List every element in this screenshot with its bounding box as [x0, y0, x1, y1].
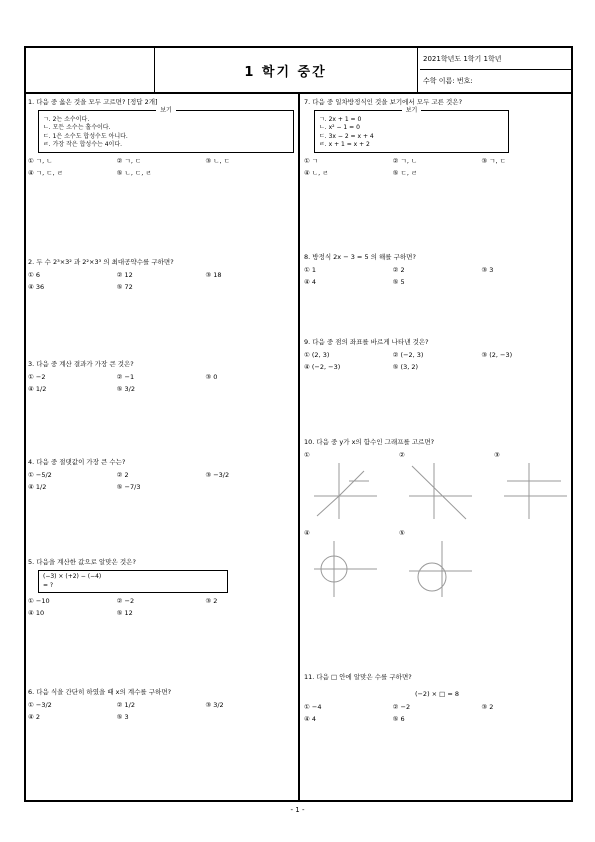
box-line: ㄷ. 1은 소수도 합성수도 아니다.	[43, 132, 128, 140]
question-box	[38, 570, 228, 593]
option[interactable]: ④ 1/2	[28, 483, 47, 491]
question-stem: 6. 다음 식을 간단히 하였을 때 x의 계수를 구하면?	[28, 688, 172, 696]
box-line: ㄹ. 가장 작은 합성수는 4이다.	[43, 141, 123, 148]
option[interactable]: ① −10	[28, 597, 50, 605]
option[interactable]: ① −3/2	[28, 701, 52, 709]
box-caption: 보기	[156, 107, 176, 114]
option[interactable]: ① ㄱ, ㄴ	[28, 156, 53, 165]
option[interactable]: ④ (−2, −3)	[304, 363, 341, 371]
box-line: ㄹ. x + 1 = x + 2	[319, 141, 370, 148]
question-7	[304, 98, 570, 178]
question-8	[304, 253, 570, 287]
exam-sheet	[24, 46, 573, 802]
option[interactable]: ③ 3/2	[205, 701, 224, 709]
question-box	[314, 107, 509, 153]
question-stem: 10. 다음 중 y가 x의 함수인 그래프를 고르면?	[304, 438, 435, 446]
option[interactable]: ① ㄱ	[304, 156, 319, 165]
option[interactable]: ③ 3	[481, 266, 494, 274]
option[interactable]: ② ㄱ, ㄷ	[116, 156, 142, 165]
option[interactable]: ⑤ ㄷ, ㄹ	[392, 168, 418, 177]
option[interactable]: ④ 36	[28, 283, 45, 291]
graph-4	[309, 539, 379, 599]
logo-cell	[26, 48, 155, 92]
page-number: - 1 -	[290, 806, 305, 814]
option[interactable]: ⑤ 6	[392, 715, 405, 723]
option[interactable]: ⑤ (3, 2)	[392, 363, 419, 371]
graph-5	[404, 539, 474, 599]
option[interactable]: ④ ㄱ, ㄷ, ㄹ	[28, 168, 63, 177]
graph-label[interactable]: ⑤	[399, 529, 405, 537]
option[interactable]: ① −5/2	[28, 471, 52, 479]
option[interactable]: ③ 0	[205, 373, 218, 381]
graph-2	[404, 461, 474, 521]
graph-label[interactable]: ②	[399, 451, 405, 459]
option[interactable]: ① −2	[28, 373, 46, 381]
answer-options	[28, 157, 294, 178]
answer-options	[28, 373, 294, 394]
option[interactable]: ② 2	[116, 471, 129, 479]
question-stem: 3. 다음 중 계산 결과가 가장 큰 것은?	[28, 360, 134, 368]
option[interactable]: ③ 18	[205, 271, 222, 279]
option[interactable]: ① −4	[304, 703, 322, 711]
answer-options	[304, 703, 570, 724]
option[interactable]: ⑤ 3/2	[116, 385, 136, 393]
question-stem: 11. 다음 □ 안에 알맞은 수를 구하면?	[304, 673, 412, 681]
question-stem: 8. 방정식 2x − 3 = 5 의 해를 구하면?	[304, 253, 416, 261]
option[interactable]: ③ 2	[205, 597, 218, 605]
option[interactable]: ③ (2, −3)	[481, 351, 513, 359]
graph-label[interactable]: ④	[304, 529, 310, 537]
class-info: 2021학년도 1학기 1학년	[420, 48, 571, 70]
box-line: ㄴ. 모든 소수는 홀수이다.	[43, 124, 111, 131]
option[interactable]: ② 12	[116, 271, 133, 279]
exam-header	[26, 48, 571, 94]
option[interactable]: ④ 10	[28, 609, 45, 617]
option[interactable]: ② 1/2	[116, 701, 136, 709]
question-5	[28, 558, 294, 618]
box-line: ㄱ. 2는 소수이다.	[43, 115, 90, 123]
option[interactable]: ⑤ 12	[116, 609, 133, 617]
question-stem: 9. 다음 중 점의 좌표를 바르게 나타낸 것은?	[304, 338, 429, 346]
option[interactable]: ⑤ 72	[116, 283, 133, 291]
option[interactable]: ④ ㄴ, ㄹ	[304, 168, 329, 177]
math-expression: (−2) × □ = 8	[414, 690, 460, 698]
answer-options	[304, 157, 570, 178]
question-stem: 5. 다음을 계산한 값으로 알맞은 것은?	[28, 558, 136, 566]
box-line: ㄷ. 3x − 2 = x + 4	[319, 132, 374, 140]
question-stem: 2. 두 수 2³×3² 과 2²×3³ 의 최대공약수를 구하면?	[28, 258, 174, 266]
box-line: ㄱ. 2x + 1 = 0	[319, 115, 362, 123]
question-stem: 7. 다음 중 일차방정식인 것을 보기에서 모두 고른 것은?	[304, 98, 463, 106]
question-9	[304, 338, 570, 372]
question-stem: 4. 다음 중 절댓값이 가장 큰 수는?	[28, 458, 126, 466]
question-6	[28, 688, 294, 722]
box-line: = ?	[43, 581, 54, 589]
answer-options	[28, 597, 294, 618]
option[interactable]: ③ 2	[481, 703, 494, 711]
option[interactable]: ④ 1/2	[28, 385, 47, 393]
graph-label[interactable]: ③	[494, 451, 500, 459]
answer-options	[28, 271, 294, 292]
question-box	[38, 107, 294, 153]
box-line: (−3) × (+2) − (−4)	[43, 573, 102, 580]
option[interactable]: ④ 4	[304, 278, 317, 286]
option[interactable]: ⑤ 5	[392, 278, 405, 286]
option[interactable]: ① 6	[28, 271, 41, 279]
graph-3	[499, 461, 569, 521]
option[interactable]: ⑤ ㄴ, ㄷ, ㄹ	[116, 168, 152, 177]
option[interactable]: ② −2	[116, 597, 135, 605]
student-info: 수학 이름: 번호:	[423, 77, 473, 85]
question-1	[28, 98, 294, 178]
column-divider	[298, 94, 300, 800]
option[interactable]: ① (2, 3)	[304, 351, 330, 359]
answer-options	[28, 701, 294, 722]
option[interactable]: ③ −3/2	[205, 471, 230, 479]
option[interactable]: ④ 2	[28, 713, 41, 721]
option[interactable]: ② −2	[392, 703, 411, 711]
answer-options	[304, 351, 570, 372]
question-10	[304, 438, 570, 601]
question-stem: 1. 다음 중 옳은 것을 모두 고르면? [정답 2개]	[28, 98, 158, 106]
option[interactable]: ⑤ −7/3	[116, 483, 141, 491]
option[interactable]: ② (−2, 3)	[392, 351, 424, 359]
box-caption: 보기	[402, 107, 422, 114]
graph-label[interactable]: ①	[304, 451, 310, 459]
graph-options	[304, 451, 570, 601]
question-2	[28, 258, 294, 292]
option[interactable]: ① 1	[304, 266, 317, 274]
answer-options	[28, 471, 294, 492]
option[interactable]: ③ ㄱ, ㄷ	[481, 156, 506, 165]
question-11	[304, 673, 570, 724]
question-3	[28, 360, 294, 394]
option[interactable]: ③ ㄴ, ㄷ	[205, 156, 230, 165]
option[interactable]: ② 2	[392, 266, 405, 274]
graph-1	[309, 461, 379, 521]
answer-options	[304, 266, 570, 287]
option[interactable]: ② −1	[116, 373, 135, 381]
option[interactable]: ⑤ 3	[116, 713, 129, 721]
option[interactable]: ④ 4	[304, 715, 317, 723]
option[interactable]: ② ㄱ, ㄴ	[392, 156, 418, 165]
exam-title: 1 학기 중간	[154, 48, 418, 92]
box-line: ㄴ. x² − 1 = 0	[319, 124, 360, 131]
question-4	[28, 458, 294, 492]
